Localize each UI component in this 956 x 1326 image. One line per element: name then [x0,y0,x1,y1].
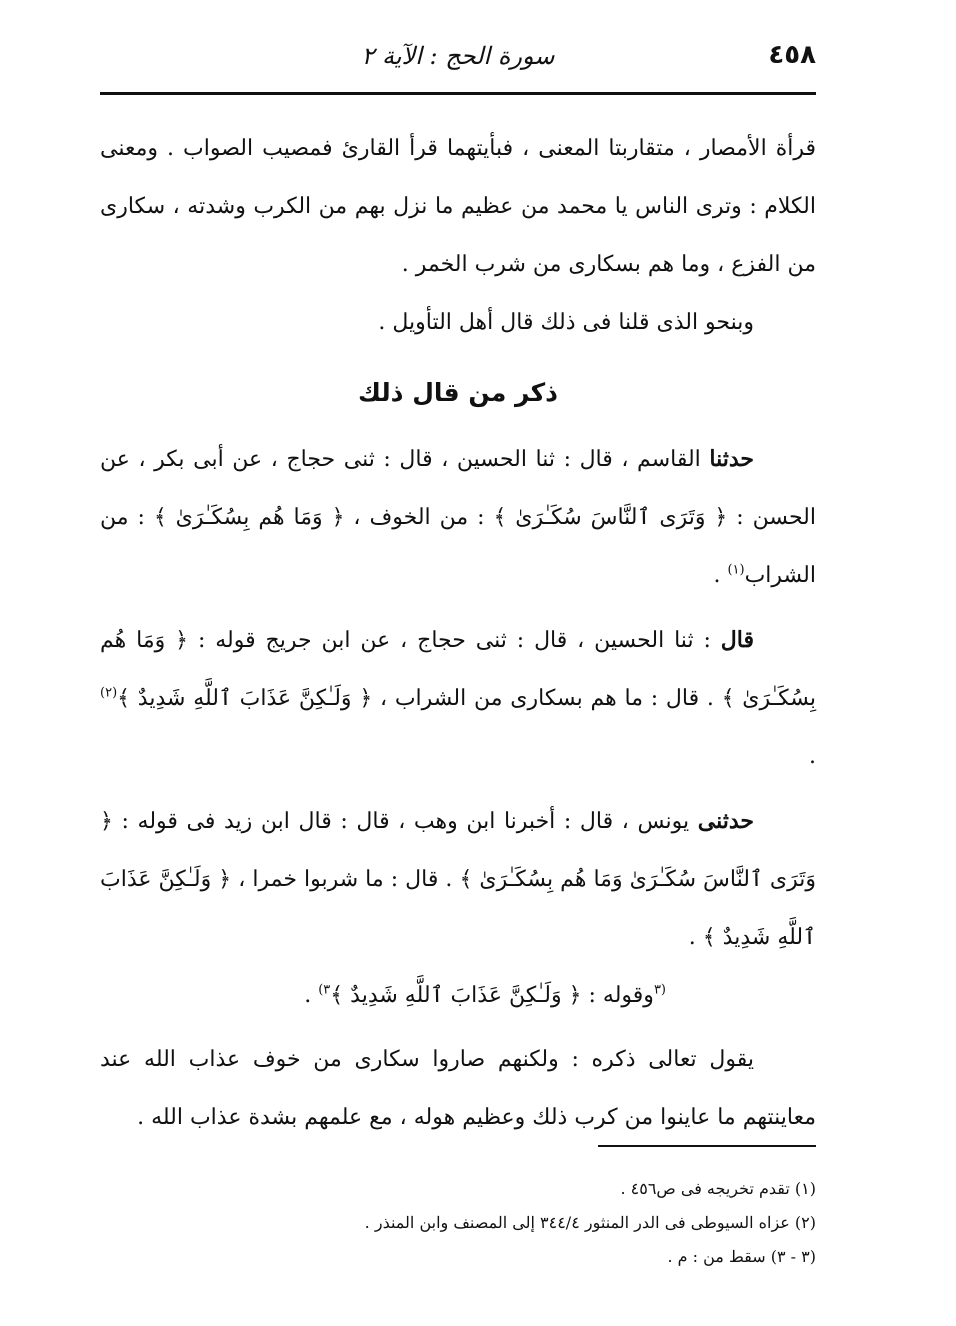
quran-quote: ﴿ وَلَـٰكِنَّ عَذَابَ ٱللَّهِ شَدِيدٌ ﴾ [117,686,373,711]
footnote-ref: (٢) [100,685,118,701]
page-number: ٤٥٨ [768,40,816,70]
footnote-ref: ٣) [318,982,331,998]
report-end: . [713,563,728,588]
header-rule [100,92,816,95]
verse-paragraph [100,967,816,1025]
section-heading: ذكر من قال ذلك [358,378,558,407]
report-lead: قال [720,627,754,653]
main-text [100,120,816,1147]
footnote: (٢) عزاه السيوطى فى الدر المنثور ٣٤٤/٤ إلى المصنف وابن المنذر . [364,1213,816,1232]
report-lead: حدثنا [709,446,754,472]
page-header [100,40,816,84]
report-text: : من الشراب [100,505,816,588]
report-text: يونس ، قال : أخبرنا ابن وهب ، قال : قال ابن زيد فى قوله : [112,809,698,834]
report-text: : من الخوف ، [344,505,494,530]
report-paragraph [100,792,816,967]
report-text: . قال : ما هم بسكارى من الشراب ، [372,686,722,711]
verse-end: . [304,983,319,1008]
footnote-ref: (١) [727,562,745,578]
report-end: . [688,925,703,950]
quran-quote: ﴿ وَلَـٰكِنَّ عَذَابَ ٱللَّهِ شَدِيدٌ ﴾ [100,867,816,950]
footnote: (٣ - ٣) سقط من : م . [667,1247,816,1266]
quran-quote: ﴿ وَلَـٰكِنَّ عَذَابَ ٱللَّهِ شَدِيدٌ ﴾ [330,983,582,1008]
quran-quote: ﴿ وَمَا هُم بِسُكَـٰرَىٰ ﴾ [153,505,345,530]
footnote: (١) تقدم تخريجه فى ص٤٥٦ . [620,1179,816,1198]
report-text: القاسم ، قال : ثنا الحسين ، قال : ثنى حجاج ، عن أبى بكر ، عن الحسن : [100,447,816,530]
quran-quote: ﴿ وَتَرَى ٱلنَّاسَ سُكَـٰرَىٰ وَمَا هُم بِسُكَـٰرَىٰ ﴾ [100,809,816,892]
report-paragraph [100,430,816,605]
quran-quote: ﴿ وَمَا هُم بِسُكَـٰرَىٰ ﴾ [100,628,816,711]
report-lead: حدثنى [697,808,754,834]
report-text: . قال : ما شربوا خمرا ، [231,867,460,892]
paragraph: وبنحو الذى قلنا فى ذلك قال أهل التأويل . [378,310,754,335]
report-paragraph [100,611,816,786]
running-title: سورة الحج : الآية ٢ [361,42,555,70]
footnote-rule [598,1145,816,1147]
paragraph: يقول تعالى ذكره : ولكنهم صاروا سكارى من خوف عذاب الله عند معاينتهم ما عاينوا من كرب ذلك وعظيم هوله ، مع علمهم بشدة عذاب الله . [100,1047,816,1130]
footnote-ref: (٣ [653,982,666,998]
verse-intro: وقوله : [581,983,654,1008]
footnotes [100,1172,816,1274]
paragraph: قرأة الأمصار ، متقاربتا المعنى ، فبأيتهما قرأ القارئ فمصيب الصواب . ومعنى الكلام : وترى الناس يا محمد من عظيم ما نزل بهم من الكرب وشدته ، سكارى من الفزع ، وما هم بسكارى من شرب الخمر . [100,136,816,277]
report-text: : ثنا الحسين ، قال : ثنى حجاج ، عن ابن جريج قوله : [188,628,721,653]
report-end: . [809,744,816,769]
quran-quote: ﴿ وَتَرَى ٱلنَّاسَ سُكَـٰرَىٰ ﴾ [493,505,728,530]
